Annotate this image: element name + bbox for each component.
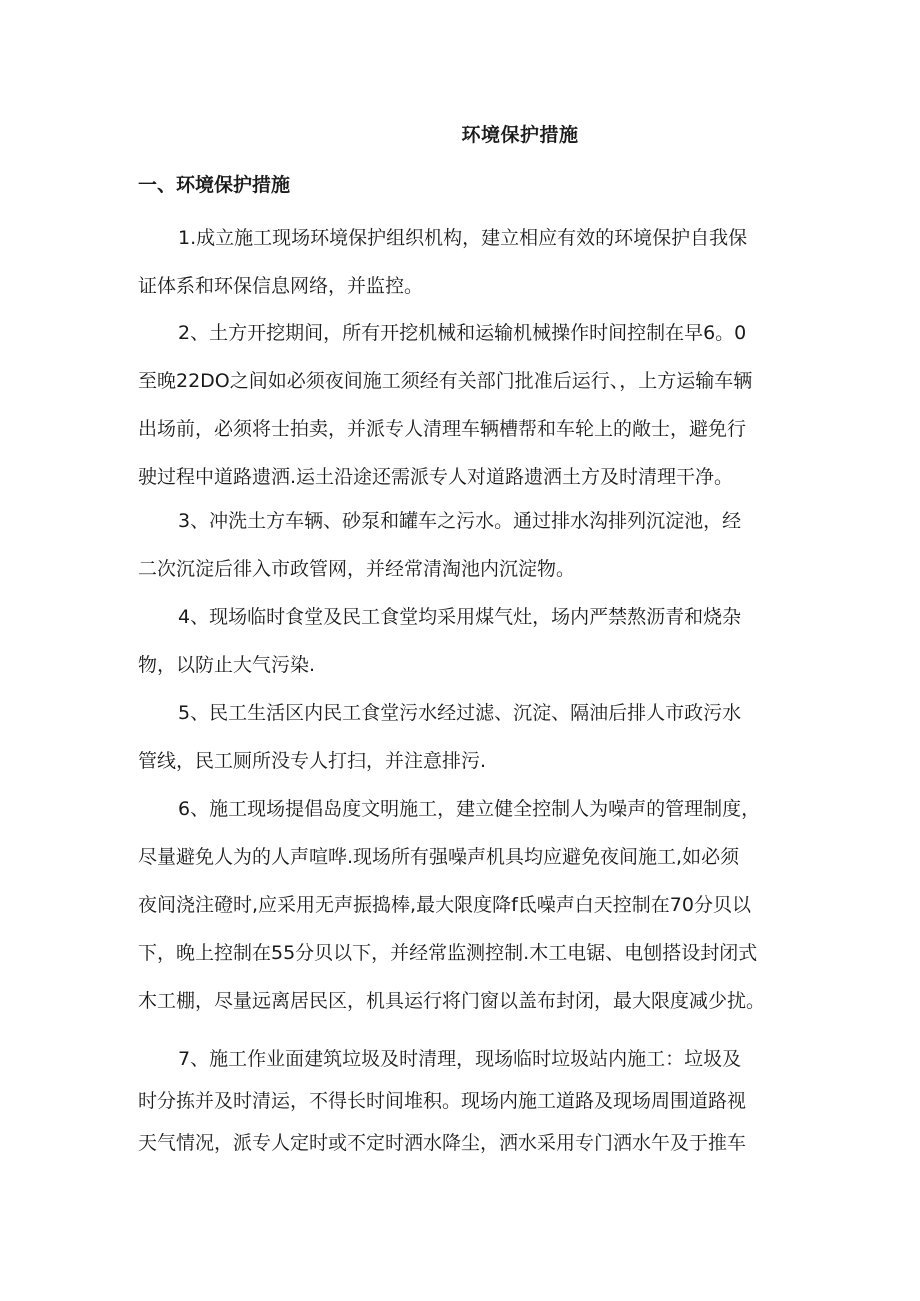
paragraph-line: 物，以防止大气污染. — [138, 654, 316, 676]
paragraph-line: 4、现场临时食堂及民工食堂均采用煤气灶，场内严禁熬沥青和烧杂 — [178, 606, 742, 628]
paragraph-line: 天气情况，派专人定时或不定时洒水降尘，洒水采用专门洒水午及于推车 — [138, 1132, 747, 1154]
paragraph-line: 3、冲洗土方车辆、砂泵和罐车之污水。通过排水沟排列沉淀池，经 — [178, 510, 742, 532]
paragraph-line: 1.成立施工现场环境保护组织机构，建立相应有效的环境保护自我保 — [178, 227, 748, 249]
paragraph-line: 出场前，必须将士拍卖，并派专人清理车辆槽帮和车轮上的敞士，避免行 — [138, 418, 747, 440]
paragraph-line: 5、民工生活区内民工食堂污水经过滤、沉淀、隔油后排人市政污水 — [178, 702, 742, 724]
paragraph-line: 夜间浇注磴时,应采用无声振捣棒,最大限度降f氐噪声白天控制在70分贝以 — [138, 894, 751, 916]
paragraph-5 — [138, 689, 788, 785]
paragraph-1 — [138, 214, 788, 310]
paragraph-line: 驶过程中道路遗洒.运土沿途还需派专人对道路遗洒土方及时清理干净。 — [138, 466, 734, 488]
paragraph-line: 2、土方开挖期间，所有开挖机械和运输机械操作时间控制在早6。0 — [178, 322, 747, 344]
paragraph-line: 管线，民工厕所没专人打扫，并注意排污. — [138, 750, 487, 772]
paragraph-line: 木工棚，尽量远离居民区，机具运行将门窗以盖布封闭，最大限度减少扰。 — [138, 990, 766, 1012]
paragraph-line: 证体系和环保信息网络，并监控。 — [138, 275, 424, 297]
paragraph-line: 尽量避免人为的人声喧哗.现场所有强噪声机具均应避免夜间施工,如必须 — [138, 846, 740, 868]
paragraph-6 — [138, 785, 788, 1025]
paragraph-3 — [138, 497, 788, 593]
document-title: 环境保护措施 — [461, 124, 579, 146]
paragraph-4 — [138, 593, 788, 689]
paragraph-line: 7、施工作业面建筑垃圾及时清理，现场临时垃圾站内施工：垃圾及 — [178, 1048, 742, 1070]
paragraph-line: 时分拣并及时清运，不得长时间堆积。现场内施工道路及现场周围道路视 — [138, 1090, 747, 1112]
section-heading: 一、环境保护措施 — [138, 174, 291, 196]
paragraph-line: 下，晚上控制在55分贝以下，并经常监测控制.木工电锯、电刨搭设封闭式 — [138, 942, 758, 964]
paragraph-line: 至晚22DO之间如必须夜间施工须经有关部门批准后运行、，上方运输车辆 — [138, 370, 753, 392]
paragraph-line: 6、施工现场提倡岛度文明施工，建立健全控制人为噪声的管理制度， — [178, 798, 761, 820]
paragraph-line: 二次沉淀后徘入市政管网，并经常清淘池内沉淀物。 — [138, 558, 576, 580]
paragraph-7 — [138, 1038, 788, 1164]
paragraph-2 — [138, 309, 788, 501]
